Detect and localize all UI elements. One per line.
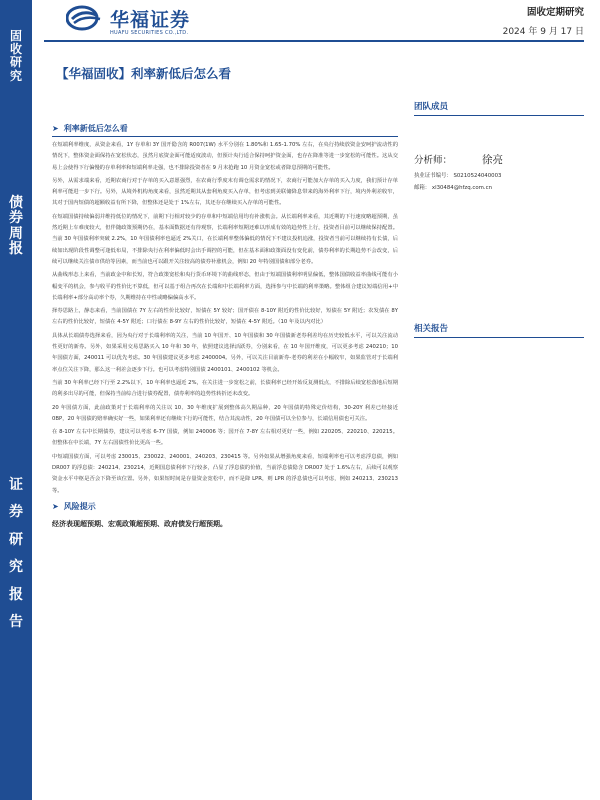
sidebar-label-fixed-income [0,30,32,83]
header-divider [44,40,584,42]
sidebar-char: 券 [9,210,23,227]
section-heading [52,120,398,136]
sidebar-label-securities-report [0,478,32,642]
analyst-label: 分析师： [414,155,453,166]
triangle-bullet-icon: ➤ [52,123,59,133]
body-paragraph: 20 年国债方面，此前政策对于长端利率的关注以 10、30 年维度扩展到整体高久期品种，20 年国债的特殊定价结构，30-20Y 利差已经接近 0BP，20 年国债的赔率确实好一些，如果利率还有继续下行的可能性，结合其流动性，20 年国债可以全位参与，长端信用债也可关注。 [52,404,398,422]
brand-name-cn: 华福证券 [110,9,191,31]
risk-title: 风险提示 [63,502,96,512]
sidebar-char: 收 [9,42,22,57]
related-divider [414,337,584,338]
body-paragraph: 具体从长端债券选择来看，因为央行对于长端利率的关注，当前 10 年国开、10 年国债和 30 年国债新老券利差均在历史较低水平，可以关注流动性更好的新券。另外，如果采用交易思路买入 10 年和 30 年，依照建议选择活跃券，分别来看，在 10 年国开维度，可以更多考虑 240210；10 年国债方面，240011 可以优先考虑。30 年国债建议更多考虑 2400004。另外，可以关注目前新券-老券的利差在小幅收窄，如果监管对于长端利率点位关注下降，那么这一利差会逐步下行。也可以考虑特别国债 2400101、2400102 等机会。 [52,332,398,373]
section-divider [52,136,398,137]
brand-name-en: HUAFU SECURITIES CO.,LTD. [110,30,189,36]
header-meta [503,4,584,37]
logo-mark-icon [66,5,106,31]
section-title: 利率新低后怎么看 [63,123,128,133]
related-title: 相关报告 [414,324,449,334]
report-date: 2024 年 9 月 17 日 [502,27,584,37]
team-divider [414,115,584,116]
sidebar-char: 券 [9,504,23,521]
body-paragraph: 在 8-10Y 左右中长期债券，建议可以考虑 6-7Y 国债，例如 240006 等；国开在 7-8Y 左右相对更好一些，例如 220205、220210、220215。但整体在中长端，7Y 左右国债性价比更高一些。 [52,429,398,447]
report-type: 固收定期研究 [526,7,584,18]
risk-heading [52,499,398,515]
right-sidebar [414,100,584,334]
sidebar-char: 告 [9,613,23,630]
sidebar-char: 究 [9,559,23,576]
license-number: 执业证书编号： S0210524040003 [414,173,502,179]
main-content [52,120,398,529]
body-paragraph: 另外，从需求端来看，近期农商行对于存单的买入意愿强烈，在农商行季度末有调仓需求的情况下，农商行可能加大存单的买入力度，我们预计存单利率可能进一步下行。另外，从境外机构角度来看，虽然近期其从套利角度买入存单，但考虑到美联储降息带来的海外利率下行，境内外利差收窄，其对于国内短债的超额收益有所下降，但整体还是处于 1%左右，其还存在继续买入存单的可能性。 [52,177,398,207]
analyst-name: 徐亮 [482,154,503,166]
sidebar-char: 研 [9,55,22,70]
triangle-bullet-icon: ➤ [52,502,59,512]
sidebar-char: 报 [9,586,23,603]
company-logo [66,5,216,39]
analyst-email[interactable]: 邮箱： xl30484@hfzq.com.cn [414,185,492,191]
report-title: 【华福固收】利率新低后怎么看 [56,66,232,81]
body-paragraph: 从曲线形态上来看，当前政金中和长短，符合政策宽松和央行货币环境下的曲线形态，但由于短端国债利率明显偏低，整体国债收益率曲线可能有小幅变平的机会，参与收平的性价比不算低，但可以基于组合再次在长端和中长端利率方面，选择参与中长端的利率策略。整体组合建议短端信用+中长端利率+部分高动率个券，久期维持在中性或略偏偏高水平。 [52,272,398,301]
body-paragraph: 在短端国债持续偏弱并维持低位的情况下，前期下行相对较少的存单和中短端信用均有补涨机会。从长端利率来看，其近期的下行速度略超预期，虽然近期上车难度较大，但伴随政策预期仍在，基本面数据还有待观察，长端利率短期还难以形成有效的趋势性上行，投资者目前可以继续保持配置。当前 30 年国债利率突破 2.2%，10 年国债利率也逼近 2%关口，在长端利率整体偏低的情况下不建议投机追涨，投资者当前可以继续持有长债，后续如出现阶段性调整可逢低布局，不排除央行在利率偏低时会出手调控的可能，但在基本面和政策面没有变化前，债券利率的长期趋势不会改变，后续可以继续关注债市供给等因素，而当前也可以跟开关注较高的债券补涨机会，例如 20 年特别国债和部分老券。 [52,213,398,265]
body-paragraph: 中短端国债方面，可以考虑 230015、230022、240001、240203、230415 等。另外如果从增强角度来看，短端利率也可以考虑浮息债，例如 DR007 的浮息债：240214、230214，近期国息债利率下行较多，凸显了浮息债的价值，当前浮息债隐含 DR007 处于 1.6%左右，后续可以观察资金水平中枢是否会下降至该位置。另外，如果短时间是存量资金宽松中，而不是降 LPR，则 LPR 的浮息债也可以考虑，例如 240213、230213 等。 [52,453,398,494]
body-paragraph: 在短端利率维度，从资金来看，1Y 存单和 3Y 国开隐含的 R007(1W) 水平分别在 1.80%和 1.65-1.70% 左右，在央行持续放资金安呵护流动性的情况下，整体资金面保持在宽松状态，虽然月底资金面可能适度波动，但预计央行适合保持呵护资金面，也存在降准等进一步宽松的可能性。这从交易上会使得下行偏慢的存单利率和短端利率走强，也不排除投资者在 9 月末抢跑 10 月资金宽松或者降息预期的可能性。 [52,142,398,171]
sidebar-char: 固 [9,29,22,43]
sidebar-label-bond-weekly [0,196,32,258]
sidebar-char: 证 [9,477,23,493]
analyst-row [414,152,584,167]
sidebar-char: 研 [9,531,23,548]
body-paragraph: 当前 30 年利率已经下行至 2.2%以下，10 年利率也逼近 2%，在关注进一步宽松之前，长债利率已经开始反复测低点，不排除后续宽松落地后短期的利多出尽的可能，但保持当前综合进行债券配置，债券利率的趋势性转折还未改变。 [52,379,398,398]
related-reports [414,322,584,338]
sidebar-char: 究 [9,68,22,83]
sidebar-char: 债 [9,195,23,211]
left-color-band [0,0,32,800]
body-paragraph: 择券思路上，静态来看，当前国债在 7Y 左右的性价比较好，短债在 5Y 较好；国开债在 8-10Y 附近的性价比较好，短债在 5Y 附近；农发债在 8Y 左右的性价比较好，短债在 4-5Y 附近；口行债在 8-9Y 左右的性价比较好，短债在 4-5Y 附近。（10 年及以内对比） [52,308,398,326]
risk-text: 经济表现超预期、宏观政策超预期、政府债发行超预期。 [52,519,227,528]
team-title: 团队成员 [414,102,449,112]
sidebar-char: 报 [9,241,23,258]
sidebar-char: 周 [9,225,23,242]
